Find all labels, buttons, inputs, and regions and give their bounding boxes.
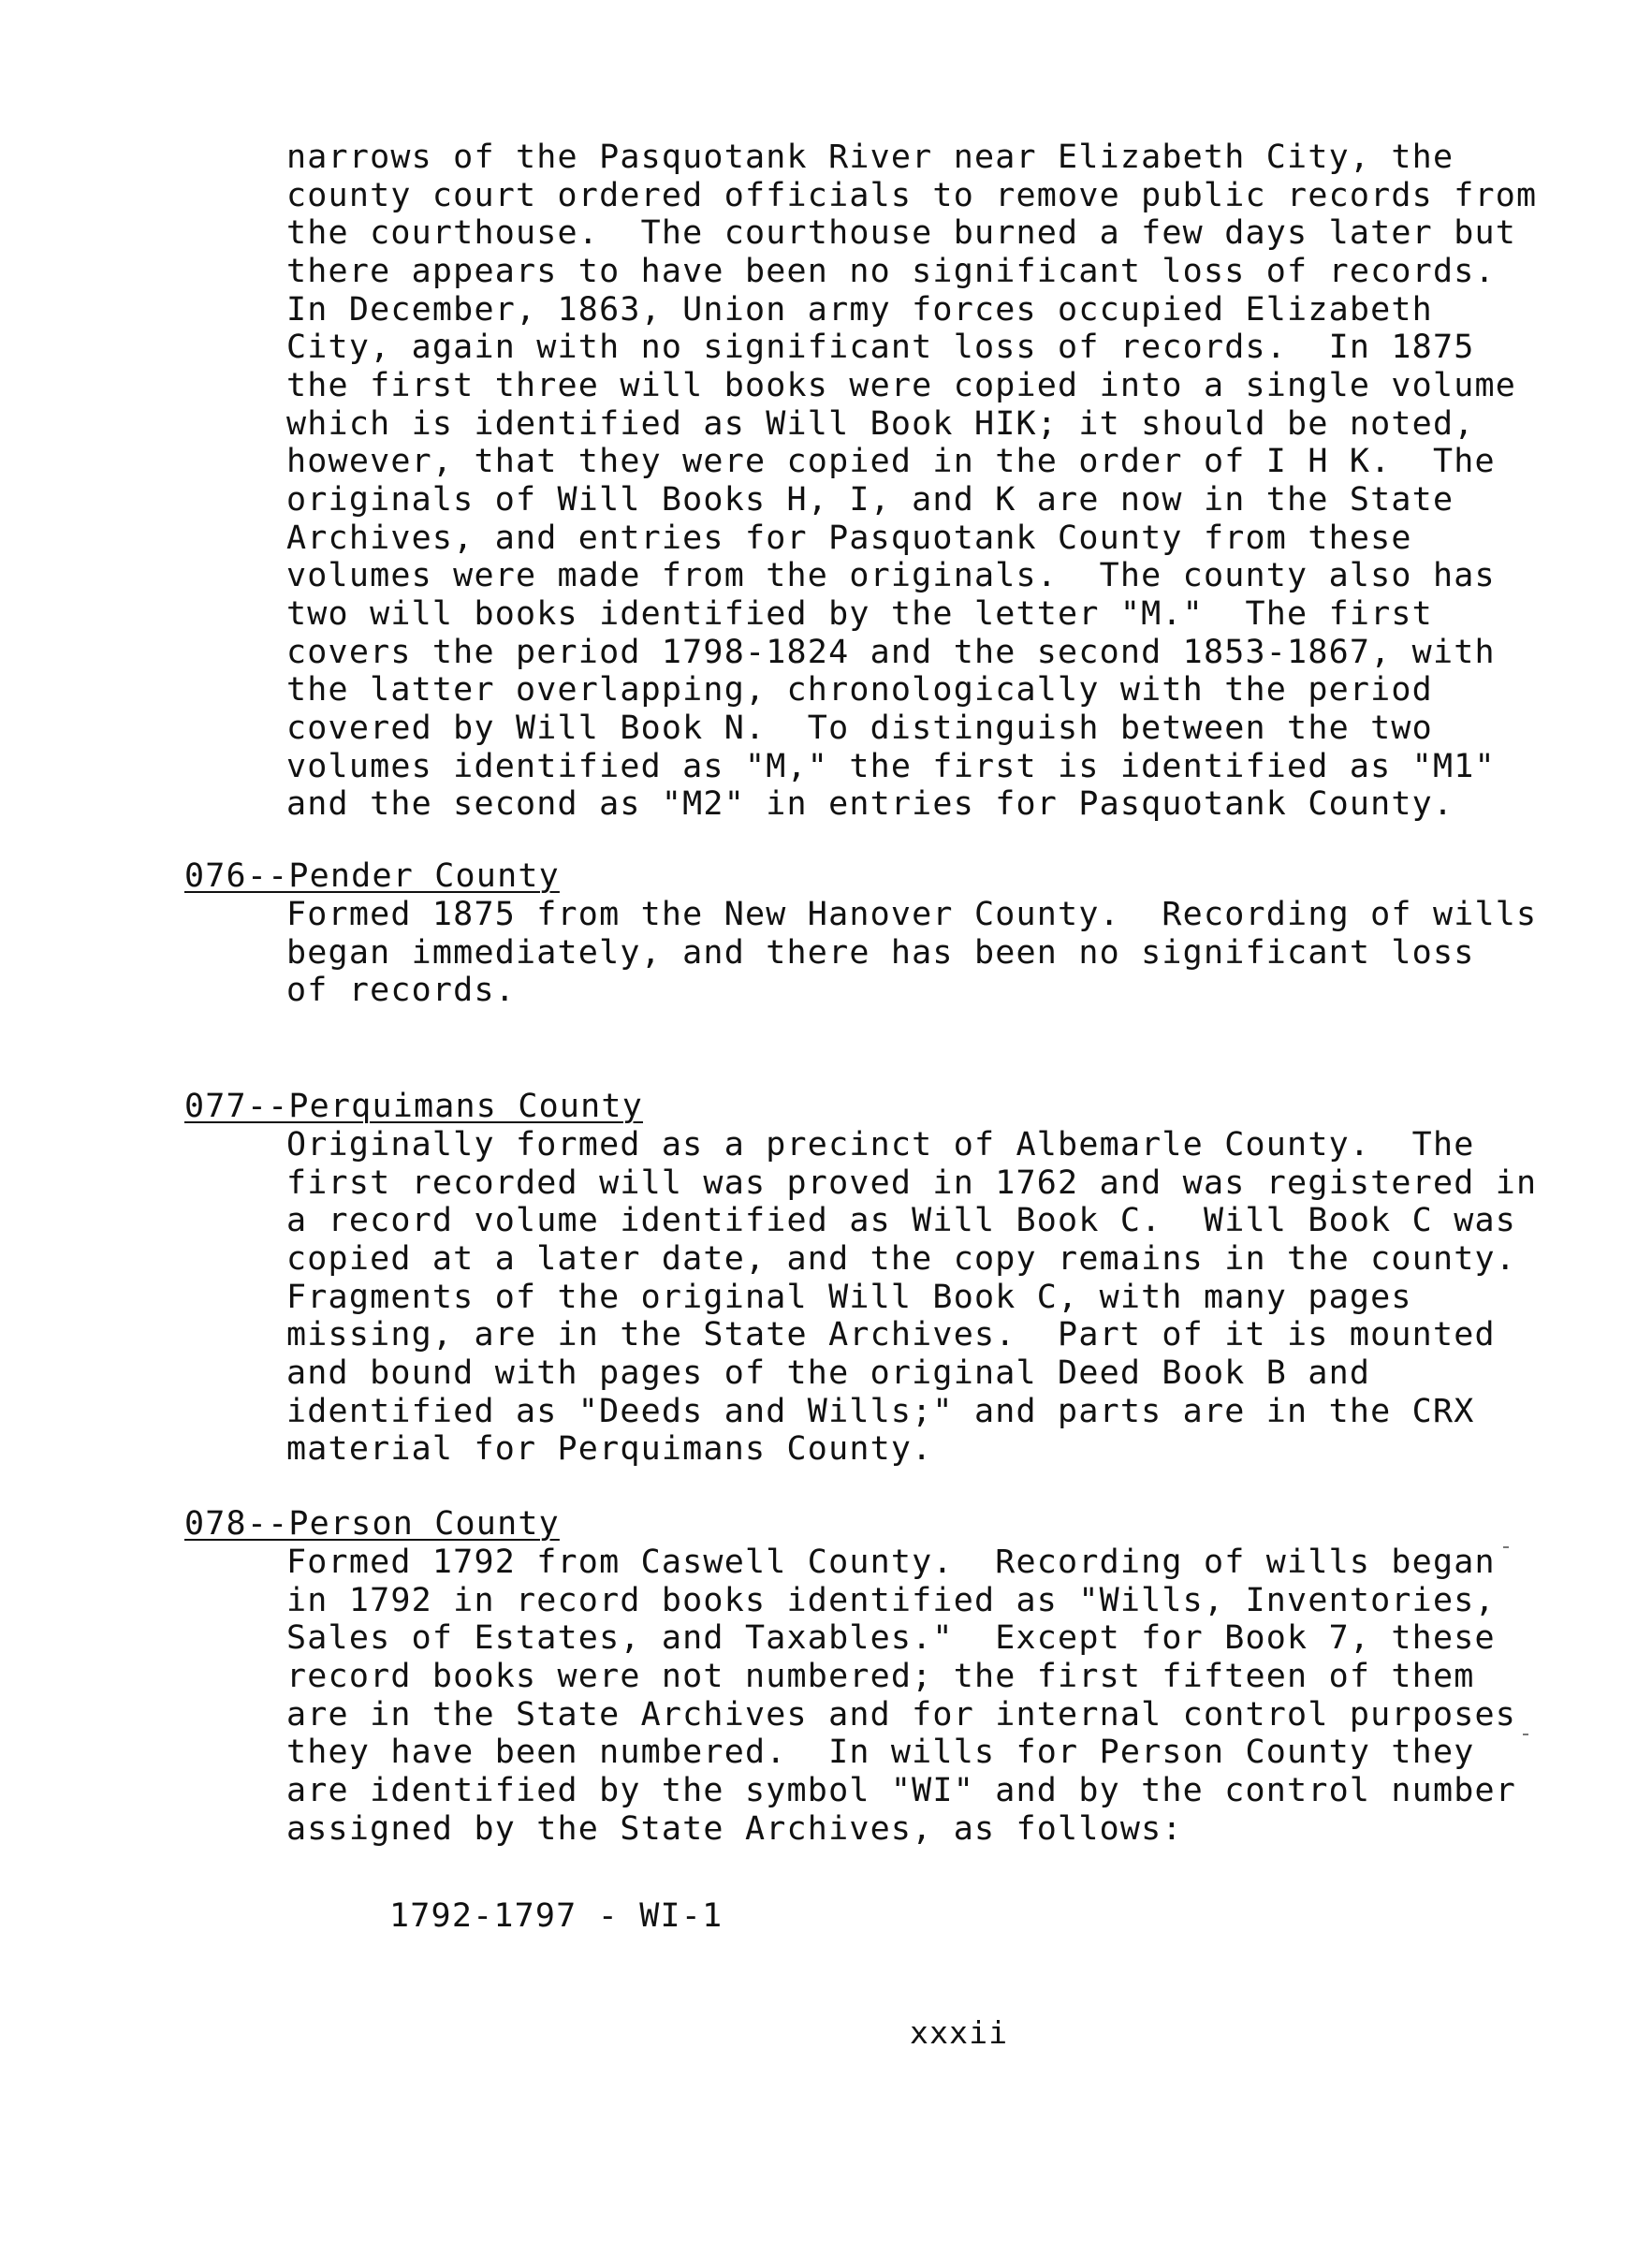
intro-line: covered by Will Book N. To distinguish between the two [286, 710, 1433, 747]
scan-speck [1523, 1734, 1528, 1735]
section-line: Sales of Estates, and Taxables." Except for Book 7, these [286, 1619, 1496, 1657]
intro-line: covers the period 1798-1824 and the second 1853-1867, with [286, 634, 1496, 671]
section-line: record books were not numbered; the first fifteen of them [286, 1658, 1475, 1695]
intro-line: the courthouse. The courthouse burned a few days later but [286, 214, 1517, 252]
section-line: of records. [286, 972, 516, 1009]
intro-line: which is identified as Will Book HIK; it should be noted, [286, 405, 1475, 443]
section-line: began immediately, and there has been no significant loss [286, 934, 1475, 972]
section-line: identified as "Deeds and Wills;" and parts are in the CRX [286, 1393, 1475, 1430]
section-line: Fragments of the original Will Book C, with many pages [286, 1279, 1412, 1316]
intro-line: county court ordered officials to remove public records from [286, 177, 1538, 214]
section-line: assigned by the State Archives, as follows: [286, 1810, 1183, 1848]
intro-line: volumes were made from the originals. The county also has [286, 557, 1496, 594]
section-line: and bound with pages of the original Deed Book B and [286, 1354, 1371, 1392]
section-line: they have been numbered. In wills for Person County they [286, 1734, 1475, 1771]
section-line: copied at a later date, and the copy remains in the county. [286, 1240, 1517, 1278]
intro-line: and the second as "M2" in entries for Pasquotank County. [286, 785, 1454, 823]
intro-line: volumes identified as "M," the first is identified as "M1" [286, 748, 1496, 785]
intro-line: two will books identified by the letter "M." The first [286, 595, 1433, 633]
intro-line: the first three will books were copied into a single volume [286, 367, 1517, 404]
intro-line: Archives, and entries for Pasquotank County from these [286, 519, 1412, 557]
section-line: Formed 1875 from the New Hanover County. Recording of wills [286, 896, 1538, 933]
intro-line: narrows of the Pasquotank River near Elizabeth City, the [286, 139, 1454, 176]
intro-line: however, that they were copied in the order of I H K. The [286, 443, 1496, 480]
section-heading-perquimans: 077--Perquimans County [184, 1088, 643, 1125]
section-line: first recorded will was proved in 1762 and was registered in [286, 1164, 1538, 1202]
section-heading-pender: 076--Pender County [184, 857, 560, 895]
section-line: are identified by the symbol "WI" and by the control number [286, 1772, 1517, 1809]
section-line: missing, are in the State Archives. Part of it is mounted [286, 1316, 1496, 1353]
section-line: Formed 1792 from Caswell County. Recording of wills began [286, 1544, 1496, 1581]
intro-line: In December, 1863, Union army forces occupied Elizabeth [286, 291, 1433, 329]
intro-line: City, again with no significant loss of records. In 1875 [286, 329, 1475, 366]
section-line: are in the State Archives and for internal control purposes [286, 1696, 1517, 1734]
section-line: in 1792 in record books identified as "Wills, Inventories, [286, 1582, 1496, 1619]
section-line: Originally formed as a precinct of Albemarle County. The [286, 1126, 1475, 1163]
intro-line: originals of Will Books H, I, and K are now in the State [286, 481, 1454, 519]
section-line: a record volume identified as Will Book C. Will Book C was [286, 1202, 1517, 1239]
scan-speck [1503, 1546, 1509, 1548]
page-number: xxxii [910, 2014, 1009, 2051]
will-book-entry: 1792-1797 - WI-1 [389, 1897, 723, 1935]
section-line: material for Perquimans County. [286, 1430, 933, 1468]
section-heading-person: 078--Person County [184, 1505, 560, 1543]
intro-line: there appears to have been no significant loss of records. [286, 253, 1496, 290]
intro-line: the latter overlapping, chronologically with the period [286, 671, 1433, 709]
